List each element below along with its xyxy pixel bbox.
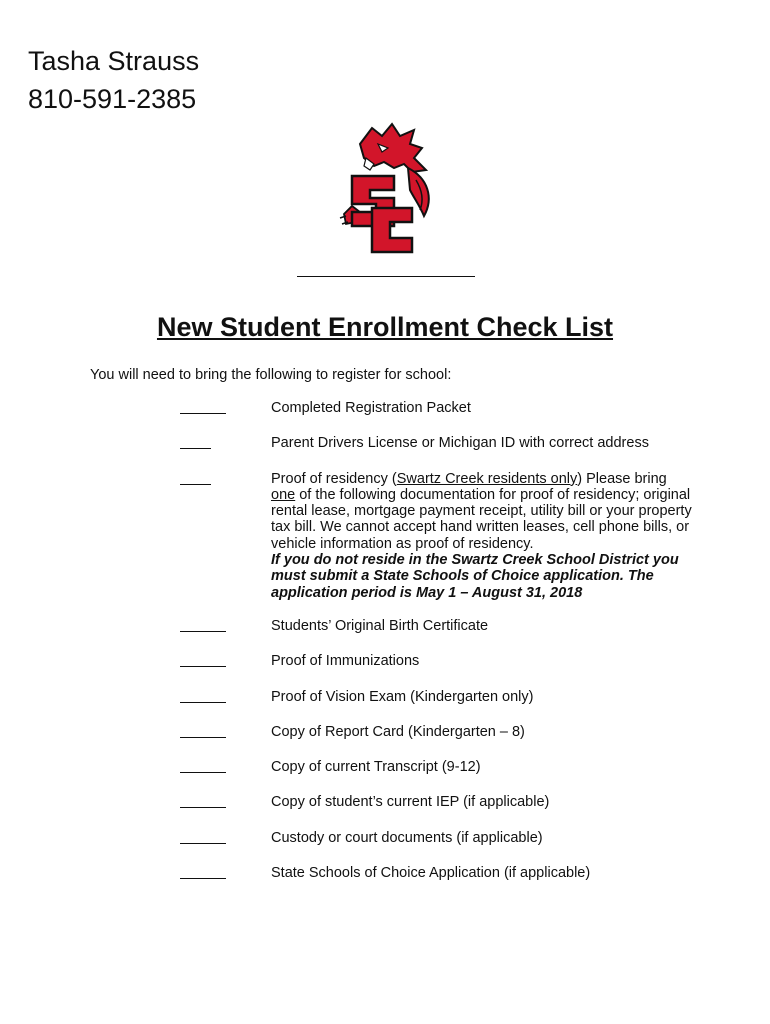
schools-of-choice-note: If you do not reside in the Swartz Creek School District you must submit a State Schools of Choice application. The application period is May 1 – August 31, 2018	[271, 552, 679, 601]
checklist-item-iep	[180, 794, 700, 812]
contact-phone: 810-591-2385	[28, 84, 197, 114]
residency-text-e: of the following documentation for proof of residency; original rental lease, mortgage payment receipt, utility bill or your property tax bill. We cannot accept hand written leases, cell phone bills, or vehicle information as proof of residency.	[271, 486, 692, 552]
residency-residents-only: Swartz Creek residents only	[396, 470, 578, 487]
page-title: New Student Enrollment Check List	[156, 312, 614, 342]
item-text: State Schools of Choice Application (if applicable)	[271, 865, 591, 882]
check-blank[interactable]	[180, 794, 226, 808]
check-blank[interactable]	[180, 689, 226, 703]
item-text: Copy of Report Card (Kindergarten – 8)	[271, 723, 525, 740]
checklist-item-drivers-license	[180, 435, 700, 453]
item-text: Copy of student’s current IEP (if applicable)	[271, 794, 550, 811]
item-text: Proof of Immunizations	[271, 653, 420, 670]
checklist-item-report-card	[180, 724, 700, 742]
checklist-item-custody-documents	[180, 830, 700, 848]
item-text	[271, 471, 700, 601]
item-text: Students’ Original Birth Certificate	[271, 617, 489, 634]
contact-name: Tasha Strauss	[28, 46, 200, 76]
check-blank[interactable]	[180, 471, 211, 485]
intro-text: You will need to bring the following to register for school:	[90, 367, 452, 383]
item-text: Proof of Vision Exam (Kindergarten only)	[271, 688, 534, 705]
item-text: Copy of current Transcript (9-12)	[271, 759, 481, 776]
item-text: Parent Drivers License or Michigan ID with correct address	[271, 435, 649, 452]
checklist	[180, 400, 700, 900]
check-blank[interactable]	[180, 618, 226, 632]
signature-line	[297, 276, 475, 277]
check-blank[interactable]	[180, 830, 226, 844]
checklist-item-immunizations	[180, 653, 700, 671]
check-blank[interactable]	[180, 653, 226, 667]
check-blank[interactable]	[180, 400, 226, 414]
contact-block	[28, 42, 199, 118]
item-text: Custody or court documents (if applicable)	[271, 829, 543, 846]
residency-text-c: ) Please bring	[577, 470, 667, 487]
checklist-item-schools-of-choice-application	[180, 865, 700, 883]
checklist-item-vision-exam	[180, 689, 700, 707]
check-blank[interactable]	[180, 865, 226, 879]
check-blank[interactable]	[180, 724, 226, 738]
checklist-item-birth-certificate	[180, 618, 700, 636]
checklist-item-proof-of-residency	[180, 471, 700, 601]
dragon-sc-logo-icon	[330, 118, 442, 258]
checklist-item-transcript	[180, 759, 700, 777]
sc-letters	[352, 176, 412, 252]
item-text: Completed Registration Packet	[271, 400, 471, 416]
residency-text-a: Proof of residency (	[271, 470, 397, 487]
check-blank[interactable]	[180, 759, 226, 773]
checklist-item-registration-packet	[180, 400, 700, 418]
residency-one: one	[271, 486, 296, 503]
check-blank[interactable]	[180, 435, 211, 449]
